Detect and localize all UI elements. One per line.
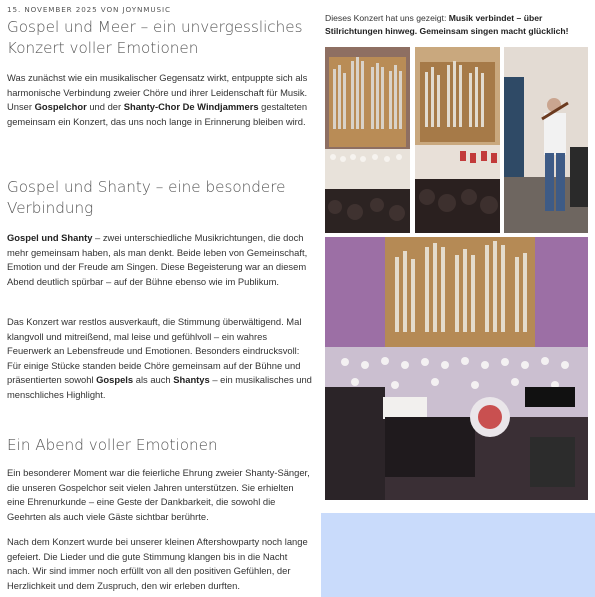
concert-photo-organ-choir-image — [325, 47, 410, 233]
concert-photo-violinist[interactable] — [504, 47, 588, 233]
honor-paragraph: Ein besonderer Moment war die feierliche Ehrung zweier Shanty-Sänger, die unseren Gospelchor seit vielen Jahren unterstützen. Sie erhielten eine Ehrenurkunde – eine Geste der Dankbarkeit, die sowohl die Geehrten als auch viele Gäste sichtbar berührte. — [7, 467, 310, 522]
post-date-line: 15. NOVEMBER 2025 VON JOYNMUSIC — [7, 5, 171, 14]
article-title: Gospel und Meer – ein unvergessliches Konzert voller Emotionen — [7, 18, 303, 57]
concert-paragraph: Das Konzert war restlos ausverkauft, die Stimmung überwältigend. Mal klangvoll und mitreißend, mal leise und gefühlvoll – ein wahres Feuerwerk an Lebensfreude und Emotionen. Besonders eindrucksvoll: Für einige Stücke standen beide Chöre gemeinsam auf der Bühne und präsentierten sowohl Gospels als auch Shantys – ein musikalisches und menschliches Highlight. — [7, 316, 312, 400]
concert-photo-violinist-image — [504, 47, 588, 233]
section-heading-emotions: Ein Abend voller Emotionen — [7, 436, 218, 454]
highlight-box — [321, 513, 595, 597]
concert-photo-organ-choir[interactable] — [325, 47, 410, 233]
gallery-caption: Dieses Konzert hat uns gezeigt: Musik verbindet – über Stilrichtungen hinweg. Gemeinsam singen macht glücklich! — [325, 13, 569, 36]
section-heading-gospel-shanty: Gospel und Shanty – eine besondere Verbindung — [7, 178, 286, 217]
concert-photo-stage[interactable] — [325, 237, 588, 500]
concert-photo-audience-image — [415, 47, 500, 233]
aftershow-paragraph: Nach dem Konzert wurde bei unserer kleinen Aftershowparty noch lange gefeiert. Die Lieder und die gute Stimmung klangen bis in die Nacht nach. Wir sind immer noch erfüllt von all den positiven Gefühlen, der Herzlichkeit und dem Zuspruch, den wir erleben durften. — [7, 536, 308, 591]
gospel-shanty-paragraph: Gospel und Shanty – zwei unterschiedliche Musikrichtungen, die doch mehr gemeinsam haben, als man denkt. Beide leben von Gemeinschaft, Emotion und der Freude am Singen. Diese Begeisterung war an diesem Abend deutlich spürbar – auf der Bühne ebenso wie im Publikum. — [7, 232, 308, 287]
concert-photo-audience[interactable] — [415, 47, 500, 233]
intro-paragraph: Was zunächst wie ein musikalischer Gegensatz wirkt, entpuppte sich als harmonische Verbindung zweier Chöre und ihrer Leidenschaft für Musik. Unser Gospelchor und der Shanty-Chor De Windjammers gestalteten gemeinsam ein Konzert, das uns noch lange in Erinnerung bleiben wird. — [7, 72, 308, 127]
concert-photo-stage-image — [325, 237, 588, 500]
